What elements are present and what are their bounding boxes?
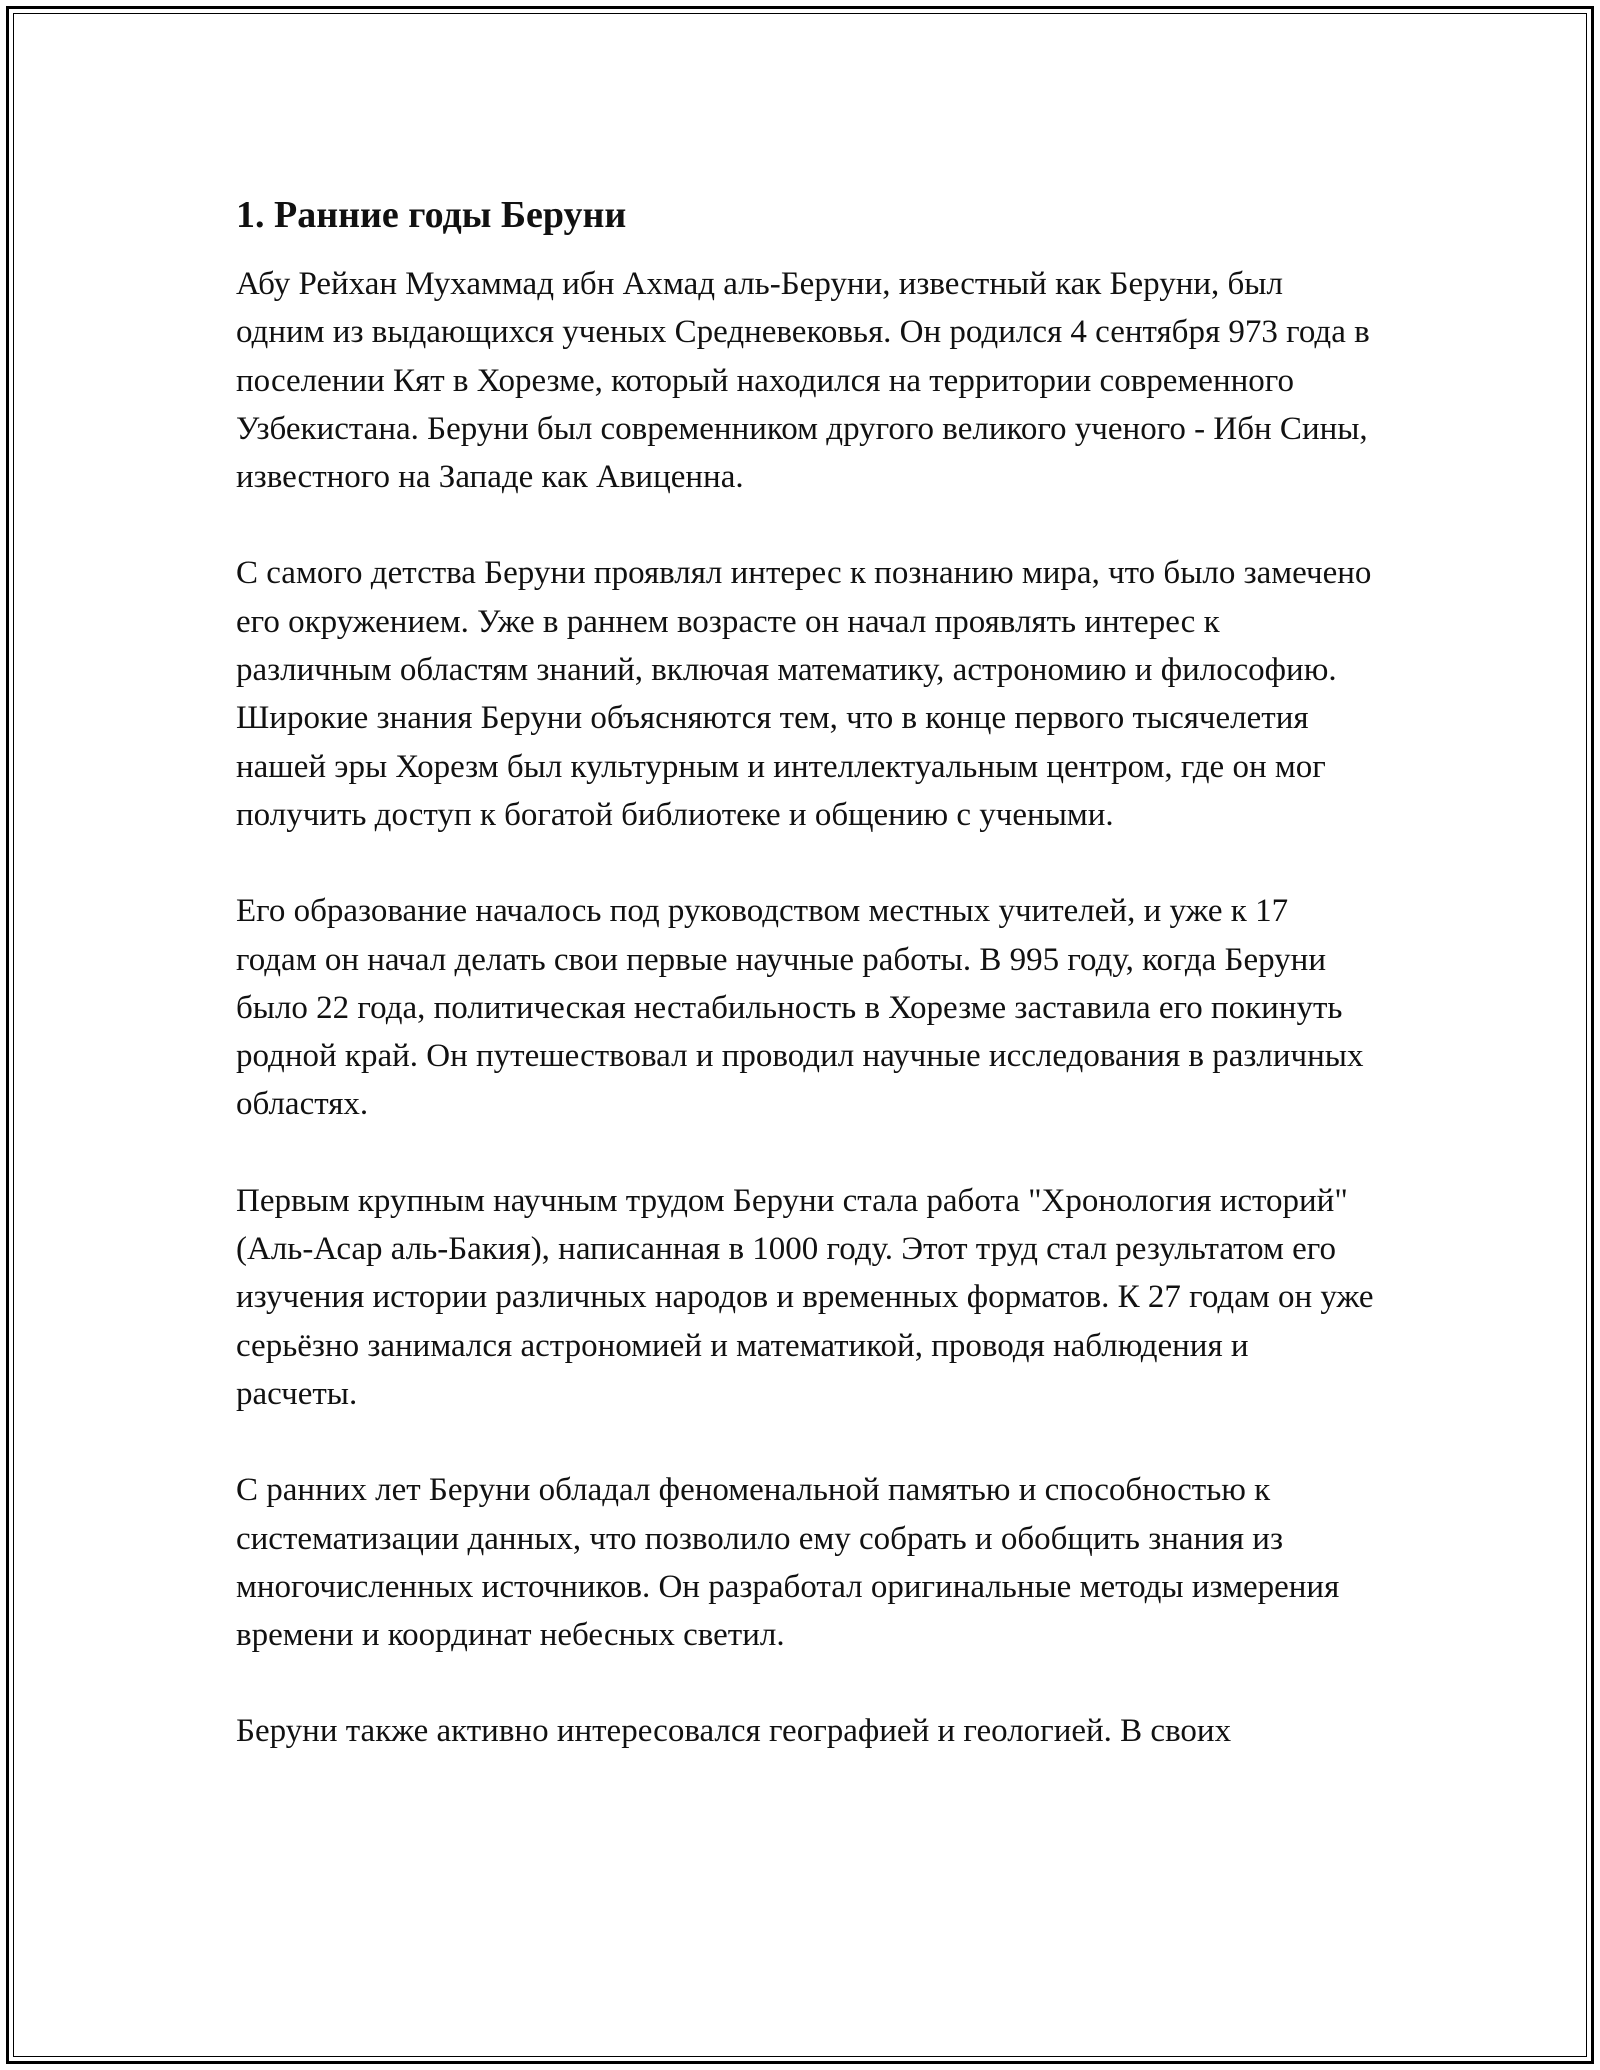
- document-body: [236, 186, 1376, 1756]
- paragraph-3: Его образование началось под руководством местных учителей, и уже к 17 годам он начал делать свои первые научные работы. В 995 году, когда Беруни было 22 года, политическая нестабильность в Хорезме заставила его покинуть родной край. Он путешествовал и проводил научные исследования в различных областях.: [236, 893, 1364, 1123]
- section-heading: 1. Ранние годы Беруни: [236, 194, 627, 236]
- paragraph-2: С самого детства Беруни проявлял интерес к познанию мира, что было замечено его окружением. Уже в раннем возрасте он начал проявлять интерес к различным областям знаний, включая математику, астрономию и философию. Широкие знания Беруни объясняются тем, что в конце первого тысячелетия нашей эры Хорезм был культурным и интеллектуальным центром, где он мог получить доступ к богатой библиотеке и общению с учеными.: [236, 555, 1372, 833]
- paragraph-5: С ранних лет Беруни обладал феноменальной памятью и способностью к систематизации данных, что позволило ему собрать и обобщить знания из многочисленных источников. Он разработал оригинальные методы измерения времени и координат небесных светил.: [236, 1472, 1340, 1654]
- paragraph-4: Первым крупным научным трудом Беруни стала работа "Хронология историй" (Аль-Асар аль-Бакия), написанная в 1000 году. Этот труд стал результатом его изучения истории различных народов и временных форматов. К 27 годам он уже серьёзно занимался астрономией и математикой, проводя наблюдения и расчеты.: [236, 1182, 1374, 1412]
- paragraph-6: Беруни также активно интересовался географией и геологией. В своих: [236, 1713, 1232, 1750]
- paragraph-1: Абу Рейхан Мухаммад ибн Ахмад аль-Беруни, известный как Беруни, был одним из выдающихся ученых Средневековья. Он родился 4 сентября 973 года в поселении Кят в Хорезме, который находился на территории современного Узбекистана. Беруни был современником другого великого ученого - Ибн Сины, известного на Западе как Авиценна.: [236, 266, 1370, 496]
